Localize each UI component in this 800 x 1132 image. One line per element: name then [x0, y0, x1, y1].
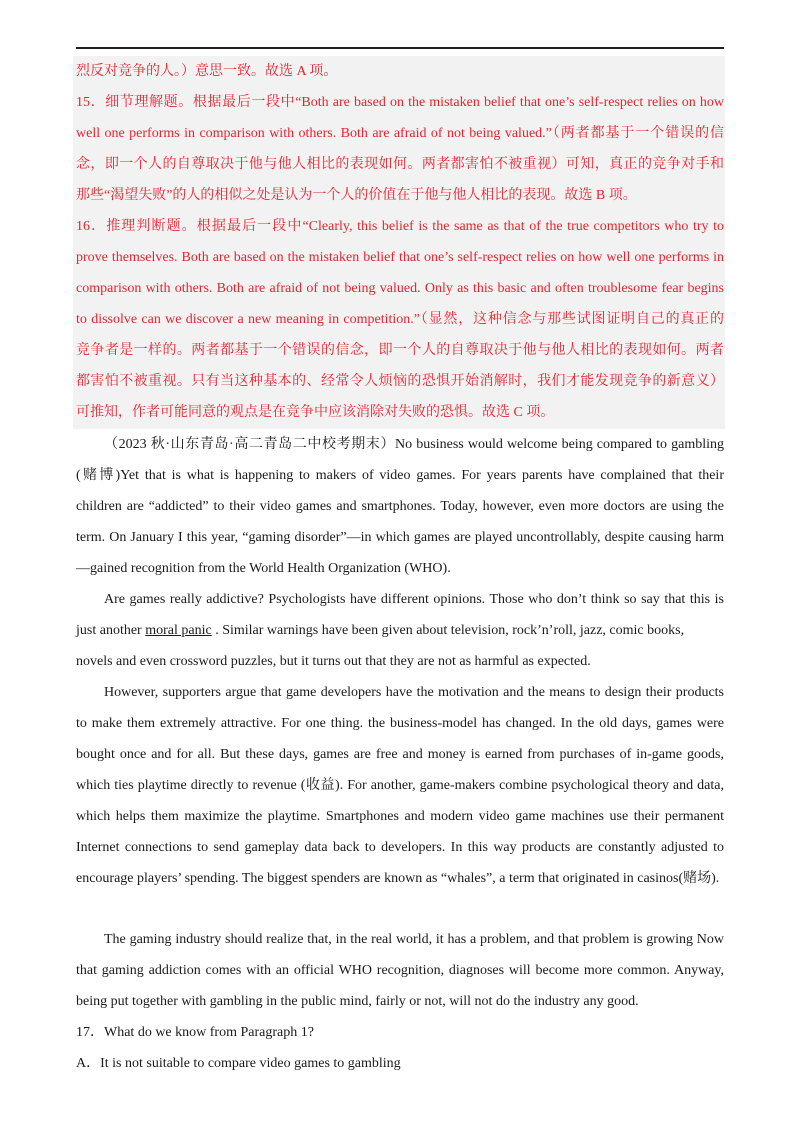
underlined-phrase: moral panic [145, 623, 212, 638]
passage-line [76, 621, 724, 641]
passage-line: novels and even crossword puzzles, but it turns out that they are not as harmful as expected. [76, 654, 591, 669]
passage-line: that gaming addiction comes with an official WHO recognition, diagnoses will become more common. Anyway, [76, 963, 724, 978]
passage-line: Internet connections to send gameplay data back to developers. In this way products are constantly adjusted to [76, 840, 724, 855]
option-a: A．It is not suitable to compare video games to gambling [76, 1056, 401, 1071]
answer-line: comparison with others. Both are afraid of not being valued. Only as this basic and often troublesome fear begins [76, 281, 724, 296]
passage-line: to make them extremely attractive. For one thing. the business-model has changed. In the old days, games were [76, 716, 724, 731]
answer-line: 那些“渴望失败”的人的相似之处是认为一个人的价值在于他与他人相比的表现。故选 B 项。 [76, 188, 637, 203]
passage-line: which helps them maximize the playtime. Smartphones and modern video game machines use their permanent [76, 809, 724, 824]
passage-line: being put together with gambling in the public mind, fairly or not, will not do the industry any good. [76, 994, 639, 1009]
answer-line: 竞争者是一样的。两者都基于一个错误的信念，即一个人的自尊取决于他与他人相比的表现如何。两者 [76, 343, 724, 358]
passage-line: The gaming industry should realize that, in the real world, it has a problem, and that problem is growing Now [104, 932, 724, 947]
passage-line: —gained recognition from the World Health Organization (WHO). [76, 561, 451, 576]
answer-line: 可推知，作者可能同意的观点是在竞争中应该消除对失败的恐惧。故选 C 项。 [76, 405, 555, 420]
answer-line: 都害怕不被重视。只有当这种基本的、经常令人烦恼的恐惧开始消解时，我们才能发现竞争的新意义） [76, 374, 724, 389]
question-stem: 17．What do we know from Paragraph 1? [76, 1025, 314, 1040]
passage-text: . Similar warnings have been given about television, rock’n’roll, jazz, comic books, [215, 623, 685, 638]
passage-line: term. On January I this year, “gaming disorder”—in which games are played uncontrollably, despite causing harm [76, 530, 724, 545]
passage-line: （2023 秋·山东青岛·高二青岛二中校考期末）No business would welcome being compared to gambling [104, 437, 724, 452]
answer-line: prove themselves. Both are based on the mistaken belief that one’s self-respect relies on how well one performs in [76, 250, 724, 265]
passage-line: which ties playtime directly to revenue (收益). For another, game-makers combine psychological theory and data, [76, 778, 724, 793]
header-rule [76, 47, 724, 49]
answer-line: 16．推理判断题。根据最后一段中“Clearly, this belief is the same as that of the true competitors who try to [76, 219, 724, 234]
answer-line: 烈反对竞争的人。）意思一致。故选 A 项。 [76, 64, 338, 79]
answer-line: to dissolve can we discover a new meaning in competition.”（显然，这种信念与那些试图证明自己的真正的 [76, 312, 724, 327]
passage-line: encourage players’ spending. The biggest spenders are known as “whales”, a term that originated in casinos(赌场). [76, 871, 720, 886]
passage-line: (赌博)Yet that is what is happening to makers of video games. For years parents have complained that their [76, 468, 724, 483]
answer-line: 念，即一个人的自尊取决于他与他人相比的表现如何。两者都害怕不被重视）可知，真正的竞争对手和 [76, 157, 724, 172]
passage-line: bought once and for all. But these days, games are free and money is earned from purchases of in-game goods, [76, 747, 724, 762]
passage-text: just another [76, 623, 146, 638]
passage-line: children are “addicted” to their video games and smartphones. Today, however, even more doctors are using the [76, 499, 724, 514]
passage-line: However, supporters argue that game developers have the motivation and the means to design their products [104, 685, 724, 700]
answer-line: 15．细节理解题。根据最后一段中“Both are based on the mistaken belief that one’s self-respect relies on how [76, 95, 724, 110]
answer-line: well one performs in comparison with others. Both are afraid of not being valued.”（两者都基于一个错误的信 [76, 126, 724, 141]
passage-line: Are games really addictive? Psychologists have different opinions. Those who don’t think so say that this is [104, 592, 724, 607]
